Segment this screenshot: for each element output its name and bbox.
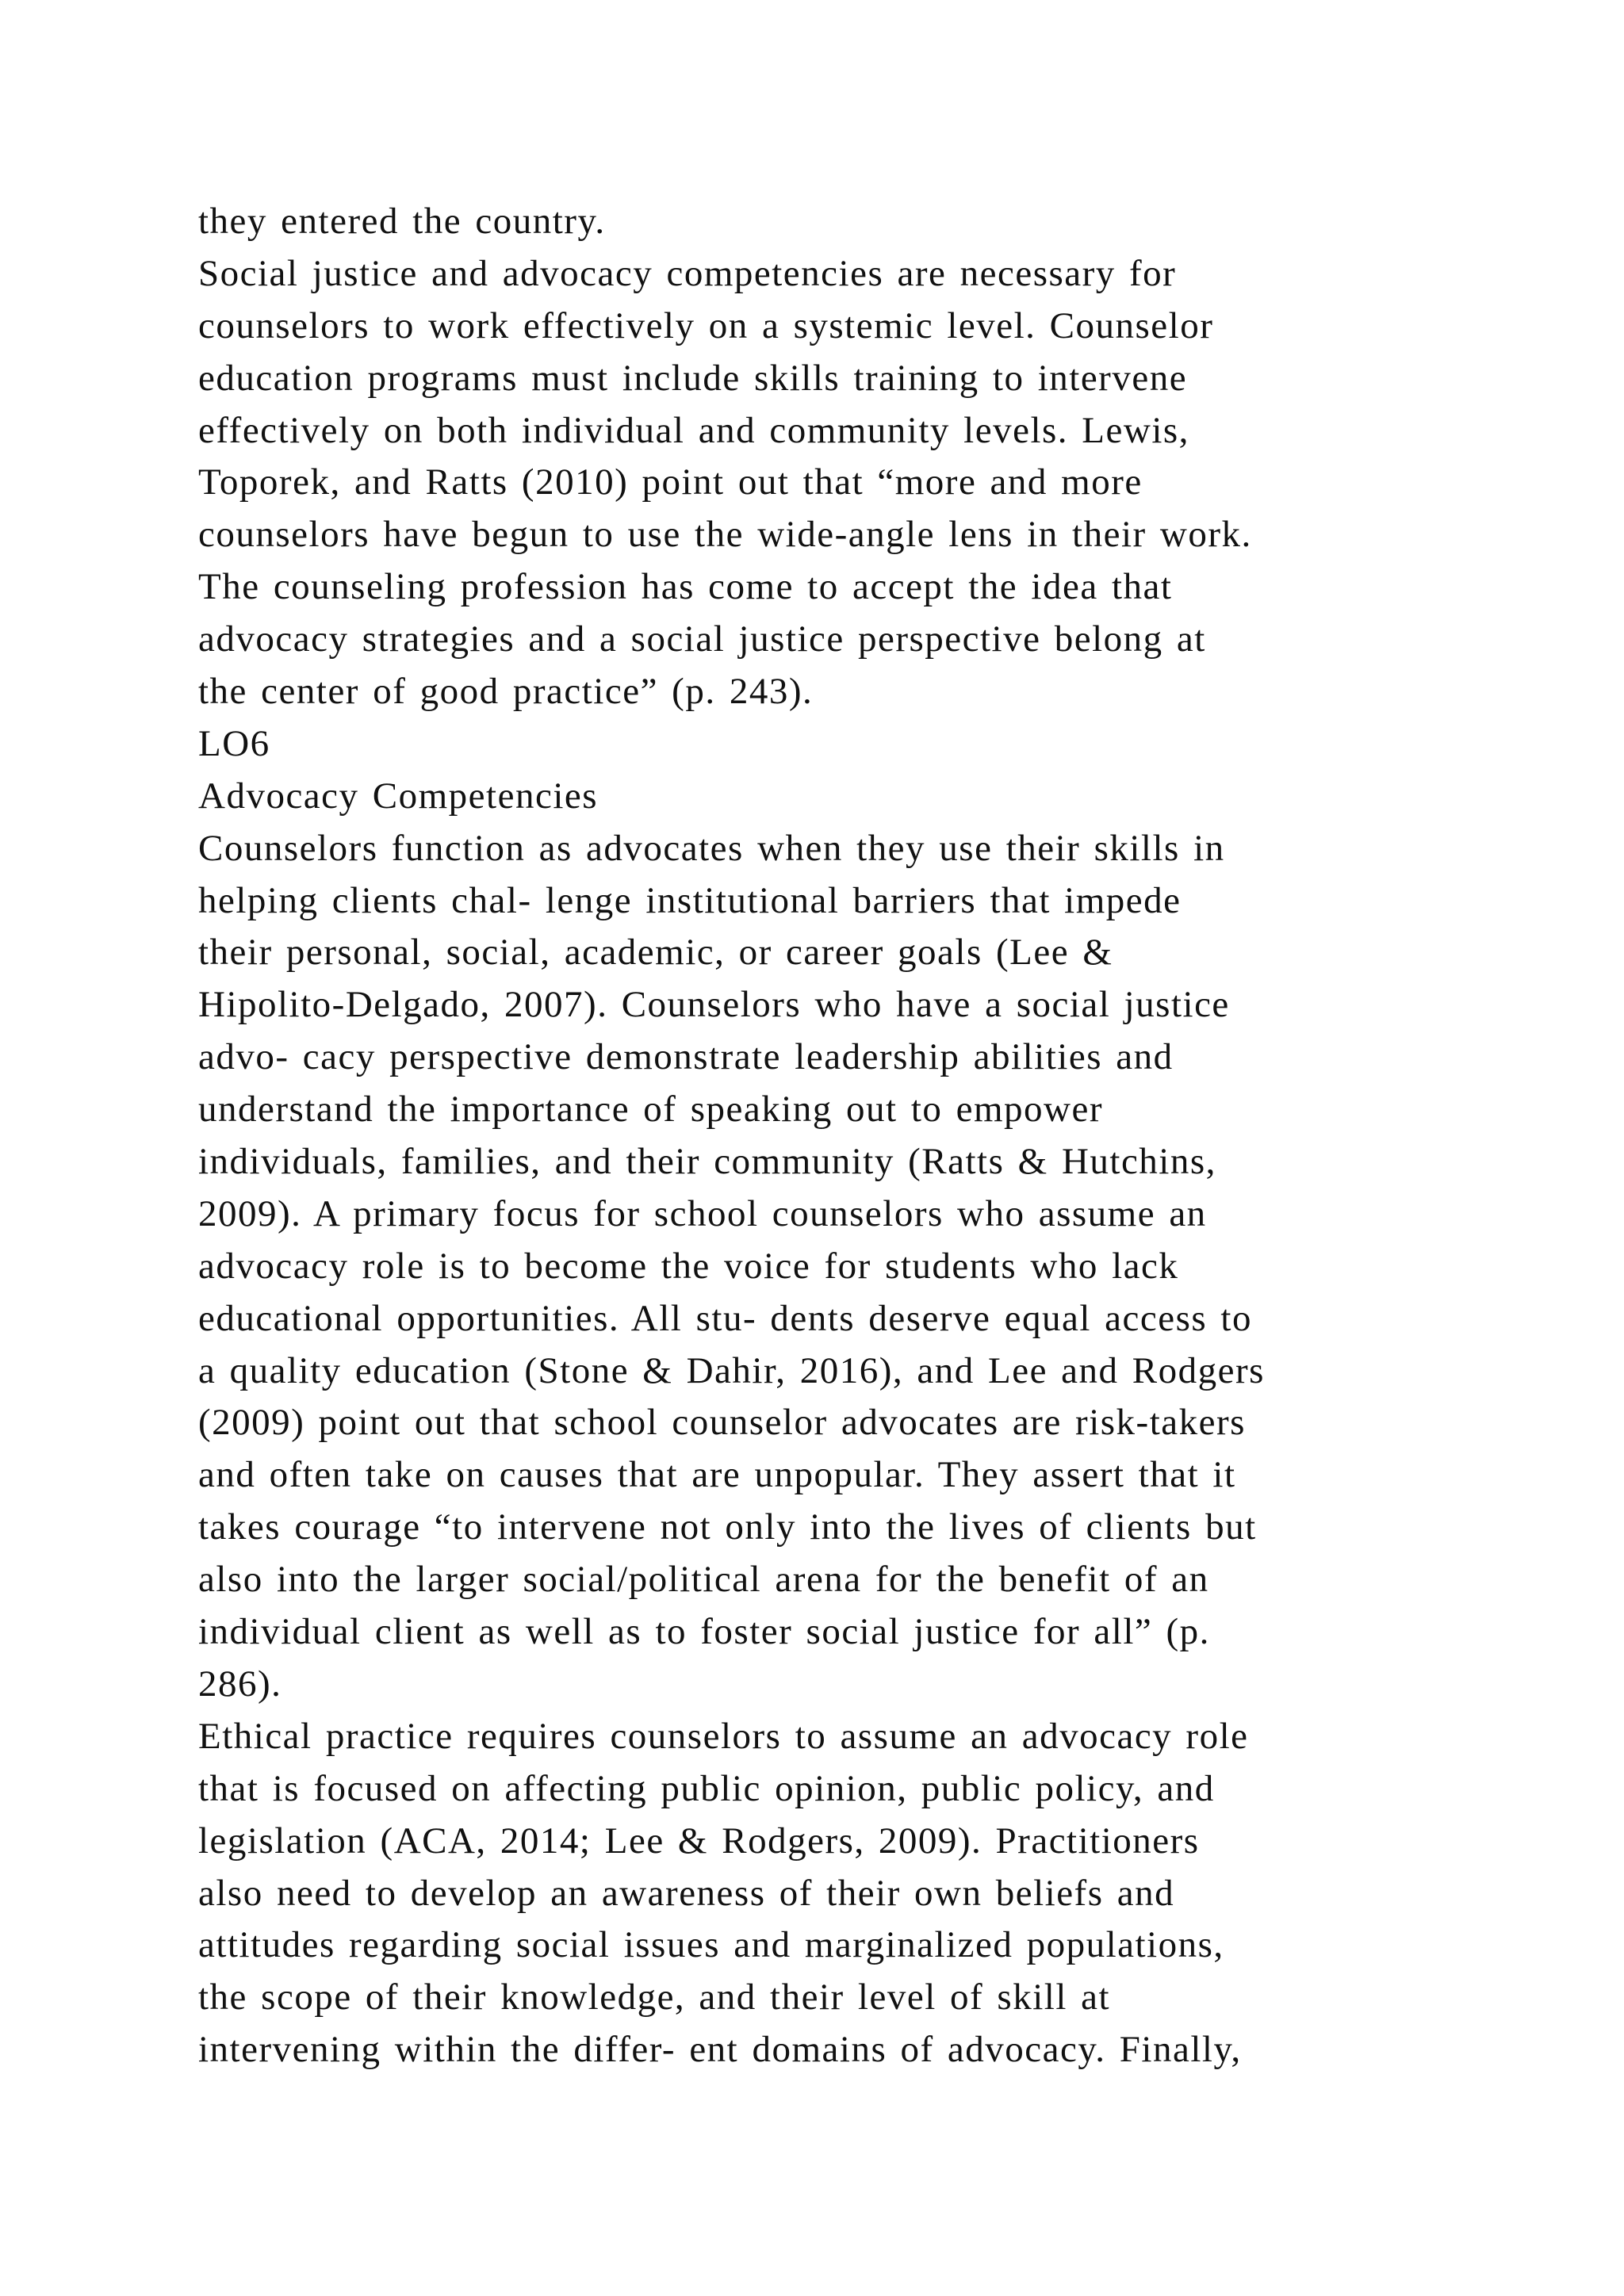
section-heading: Advocacy Competencies [198,775,599,817]
text-line: also into the larger social/political arena for the benefit of an [198,1559,1209,1601]
text-line: educational opportunities. All stu- dents deserve equal access to [198,1297,1252,1339]
text-line: takes courage “to intervene not only into the lives of clients but [198,1506,1257,1548]
text-line: Hipolito-Delgado, 2007). Counselors who have a social justice [198,984,1230,1026]
text-line: they entered the country. [198,201,606,242]
text-line: individuals, families, and their community (Ratts & Hutchins, [198,1141,1216,1183]
text-line: Ethical practice requires counselors to assume an advocacy role [198,1715,1249,1757]
text-line: counselors have begun to use the wide-angle lens in their work. [198,514,1252,556]
text-line: a quality education (Stone & Dahir, 2016), and Lee and Rodgers [198,1349,1265,1391]
text-line: advocacy role is to become the voice for students who lack [198,1245,1179,1287]
text-line: that is focused on affecting public opinion, public policy, and [198,1767,1215,1809]
text-line: legislation (ACA, 2014; Lee & Rodgers, 2009). Practitioners [198,1820,1200,1862]
text-line: attitudes regarding social issues and marginalized populations, [198,1924,1224,1966]
section-label: LO6 [198,722,270,764]
text-line: effectively on both individual and community levels. Lewis, [198,409,1189,451]
text-line: the center of good practice” (p. 243). [198,671,814,713]
text-line: the scope of their knowledge, and their level of skill at [198,1976,1111,2019]
text-line: The counseling profession has come to accept the idea that [198,566,1173,608]
text-line: and often take on causes that are unpopular. They assert that it [198,1454,1236,1496]
text-line: helping clients chal- lenge institutional barriers that impede [198,879,1182,921]
text-line: education programs must include skills training to intervene [198,357,1188,399]
text-line: 286). [198,1663,282,1705]
text-line: intervening within the differ- ent domains of advocacy. Finally, [198,2029,1242,2071]
text-line: Social justice and advocacy competencies are necessary for [198,252,1177,294]
text-line: counselors to work effectively on a systemic level. Counselor [198,304,1214,346]
text-line: Counselors function as advocates when they use their skills in [198,827,1225,869]
text-line: advocacy strategies and a social justice perspective belong at [198,618,1206,660]
text-line: Toporek, and Ratts (2010) point out that “more and more [198,461,1143,503]
text-line: also need to develop an awareness of their own beliefs and [198,1872,1175,1914]
text-line: individual client as well as to foster social justice for all” (p. [198,1611,1210,1653]
text-line: (2009) point out that school counselor advocates are risk-takers [198,1402,1246,1444]
text-line: their personal, social, academic, or career goals (Lee & [198,932,1113,974]
text-line: understand the importance of speaking out to empower [198,1089,1104,1131]
text-line: advo- cacy perspective demonstrate leadership abilities and [198,1036,1174,1078]
text-line: 2009). A primary focus for school counselors who assume an [198,1192,1207,1234]
body-text [198,196,1467,2076]
